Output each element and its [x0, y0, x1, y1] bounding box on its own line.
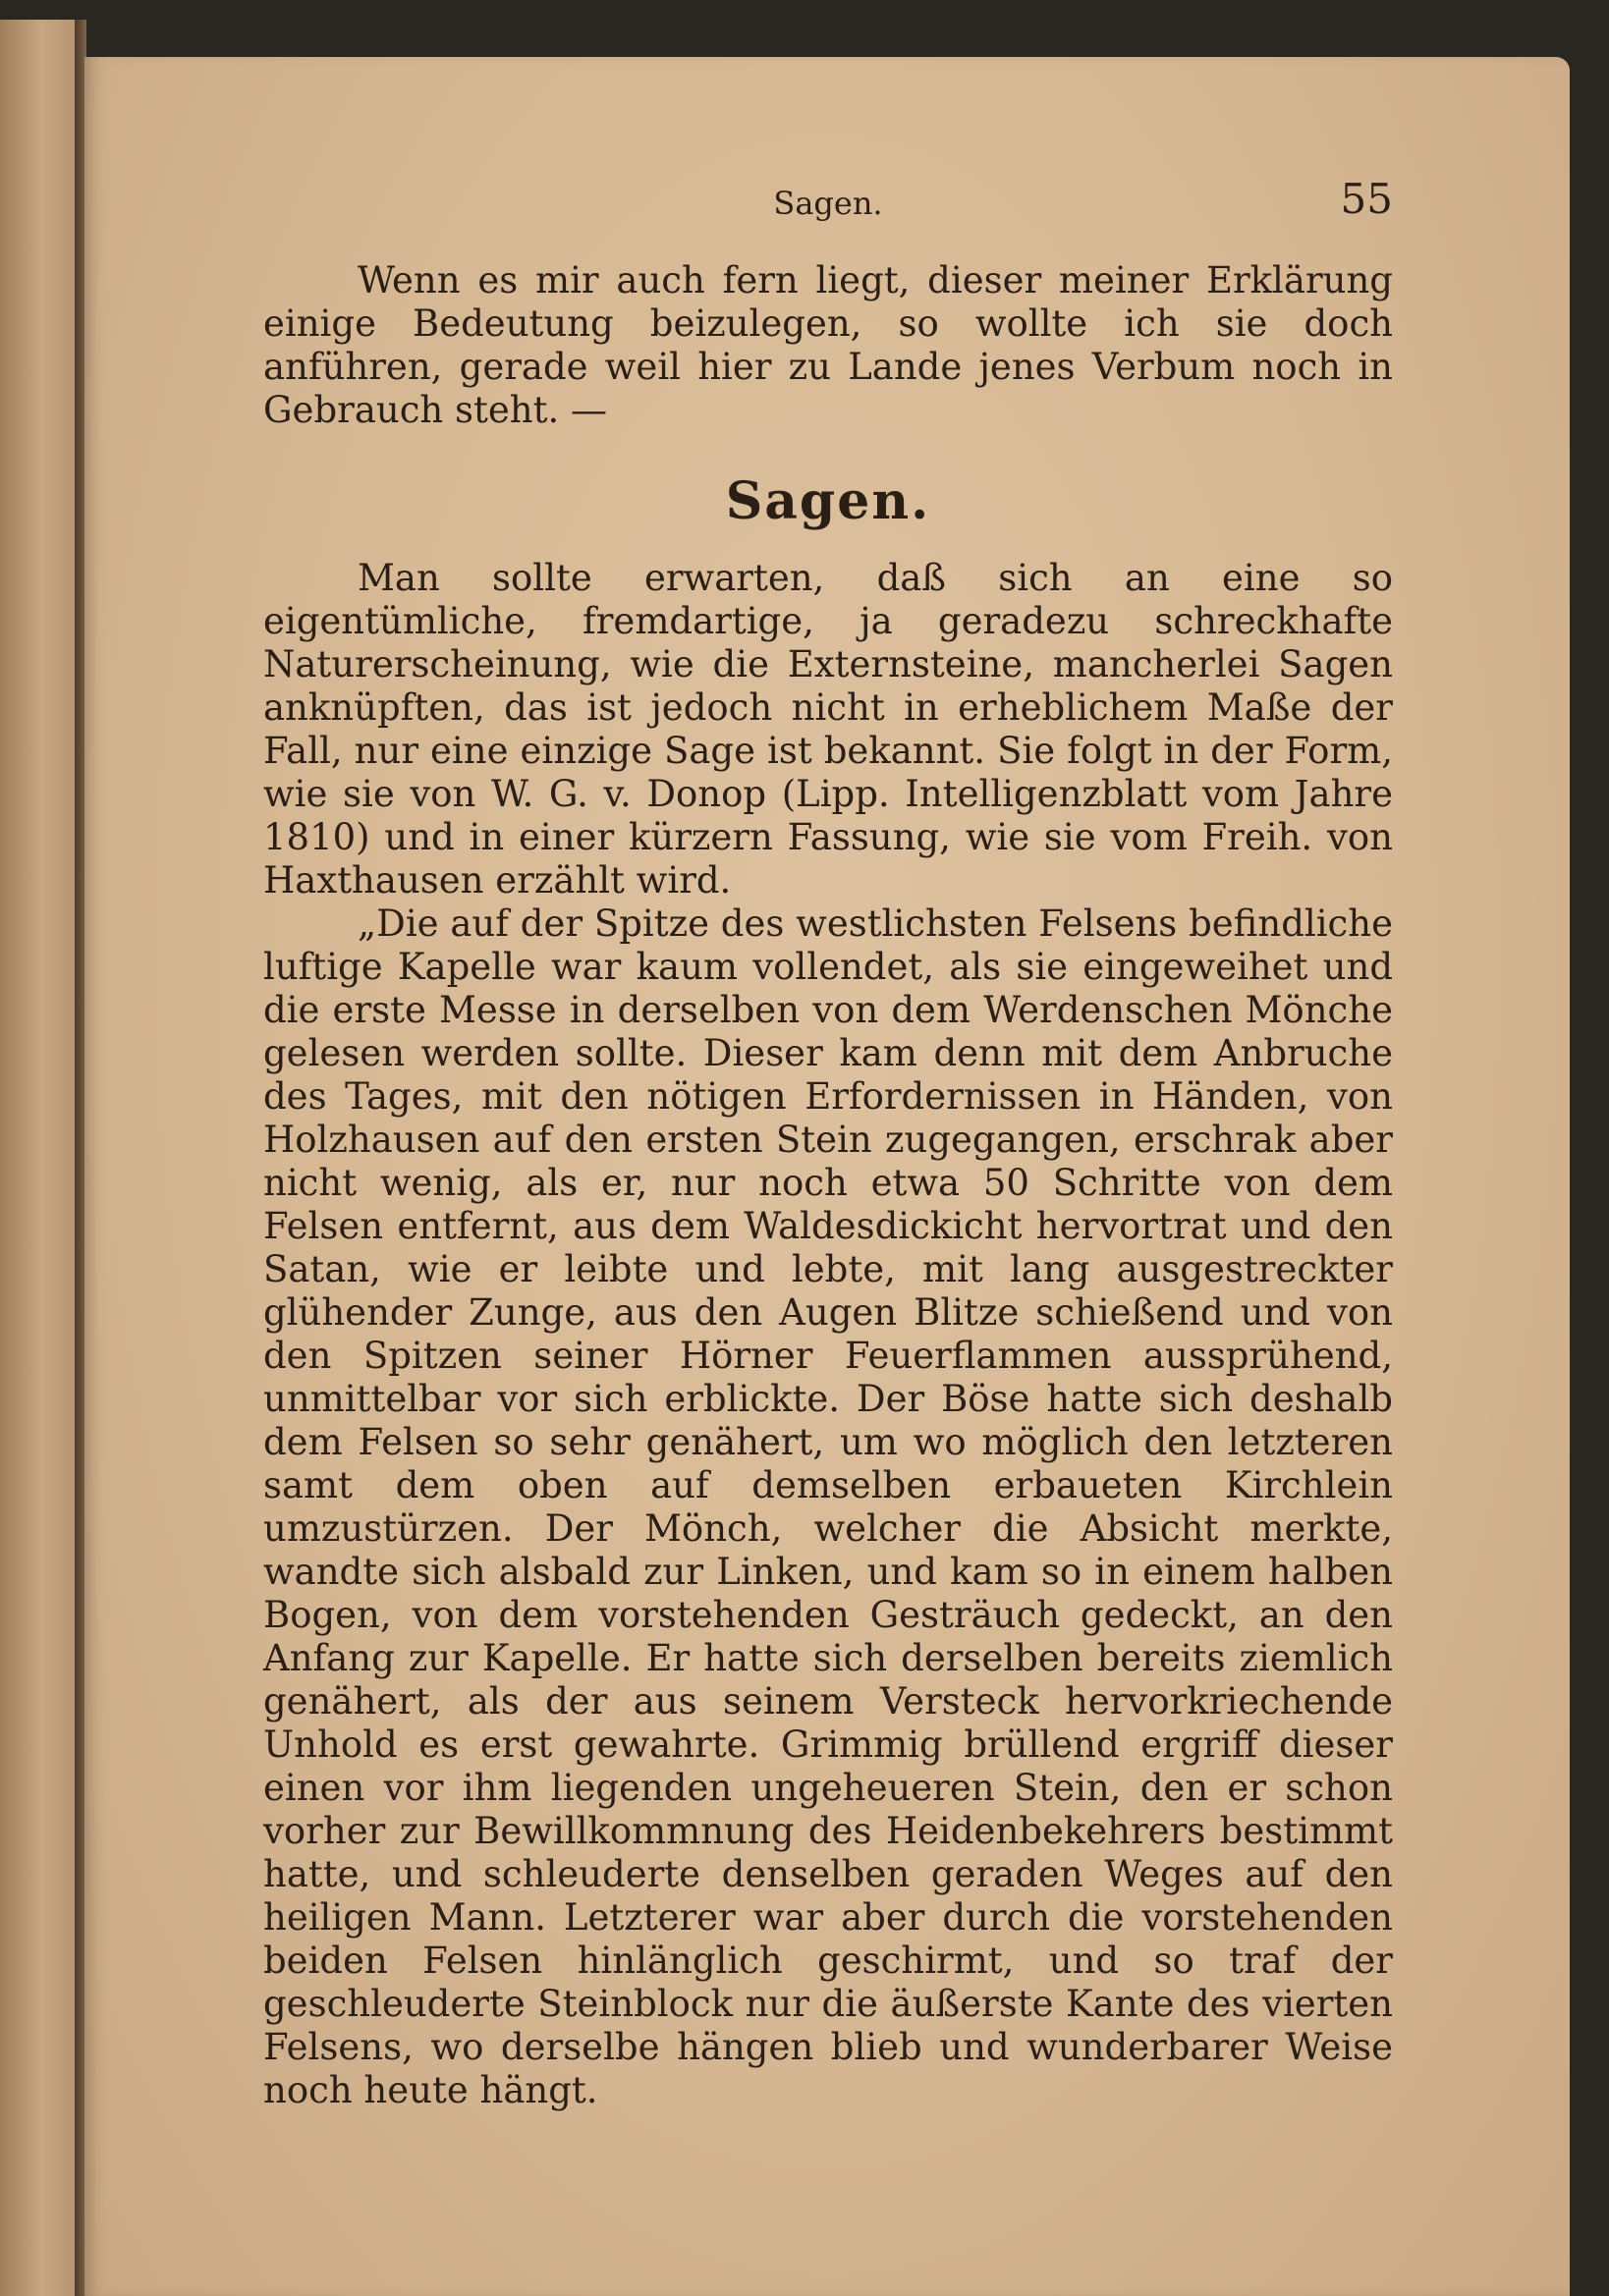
running-head	[263, 167, 1393, 236]
facing-page-edge	[0, 20, 77, 2296]
running-head-title: Sagen.	[773, 185, 883, 222]
intro-paragraph: Wenn es mir auch fern liegt, dieser meiner Erklärung einige Bedeutung beizulegen, so wollte ich sie doch anführen, gerade weil hier zu Lande jenes Verbum noch in Gebrauch steht. —	[263, 259, 1393, 431]
section-heading: Sagen.	[725, 471, 931, 531]
page-content	[263, 167, 1393, 2112]
paragraph-one: Man sollte erwarten, daß sich an eine so eigentümliche, fremdartige, ja geradezu schreckhafte Naturerscheinung, wie die Externsteine, mancherlei Sagen anknüpften, das ist jedoch nicht in erheblichem Maße der Fall, nur eine einzige Sage ist bekannt. Sie folgt in der Form, wie sie von W. G. v. Donop (Lipp. Intelligenzblatt vom Jahre 1810) und in einer kürzern Fassung, wie sie vom Freih. von Haxthausen erzählt wird.	[263, 557, 1393, 902]
book-page	[84, 57, 1570, 2296]
page-number: 55	[1340, 175, 1393, 223]
paragraph-two: „Die auf der Spitze des westlichsten Felsens befindliche luftige Kapelle war kaum vollendet, als sie eingeweihet und die erste Messe in derselben von dem Werdenschen Mönche gelesen werden sollte. Dieser kam denn mit dem Anbruche des Tages, mit den nötigen Erfordernissen in Händen, von Holzhausen auf den ersten Stein zugegangen, erschrak aber nicht wenig, als er, nur noch etwa 50 Schritte von dem Felsen entfernt, aus dem Waldesdickicht hervortrat und den Satan, wie er leibte und lebte, mit lang ausgestreckter glühender Zunge, aus den Augen Blitze schießend und von den Spitzen seiner Hörner Feuerflammen aussprühend, unmittelbar vor sich erblickte. Der Böse hatte sich deshalb dem Felsen so sehr genähert, um wo möglich den letzteren samt dem oben auf demselben erbaueten Kirchlein umzustürzen. Der Mönch, welcher die Absicht merkte, wandte sich alsbald zur Linken, und kam so in einem halben Bogen, von dem vorstehenden Gesträuch gedeckt, an den Anfang zur Kapelle. Er hatte sich derselben bereits ziemlich genähert, als der aus seinem Versteck hervorkriechende Unhold es erst gewahrte. Grimmig brüllend ergriff dieser einen vor ihm liegenden ungeheueren Stein, den er schon vorher zur Bewillkommnung des Heidenbekehrers bestimmt hatte, und schleuderte denselben geraden Weges auf den heiligen Mann. Letzterer war aber durch die vorstehenden beiden Felsen hinlänglich geschirmt, und so traf der geschleuderte Steinblock nur die äußerste Kante des vierten Felsens, wo derselbe hängen blieb und wunderbarer Weise noch heute hängt.	[263, 902, 1393, 2111]
